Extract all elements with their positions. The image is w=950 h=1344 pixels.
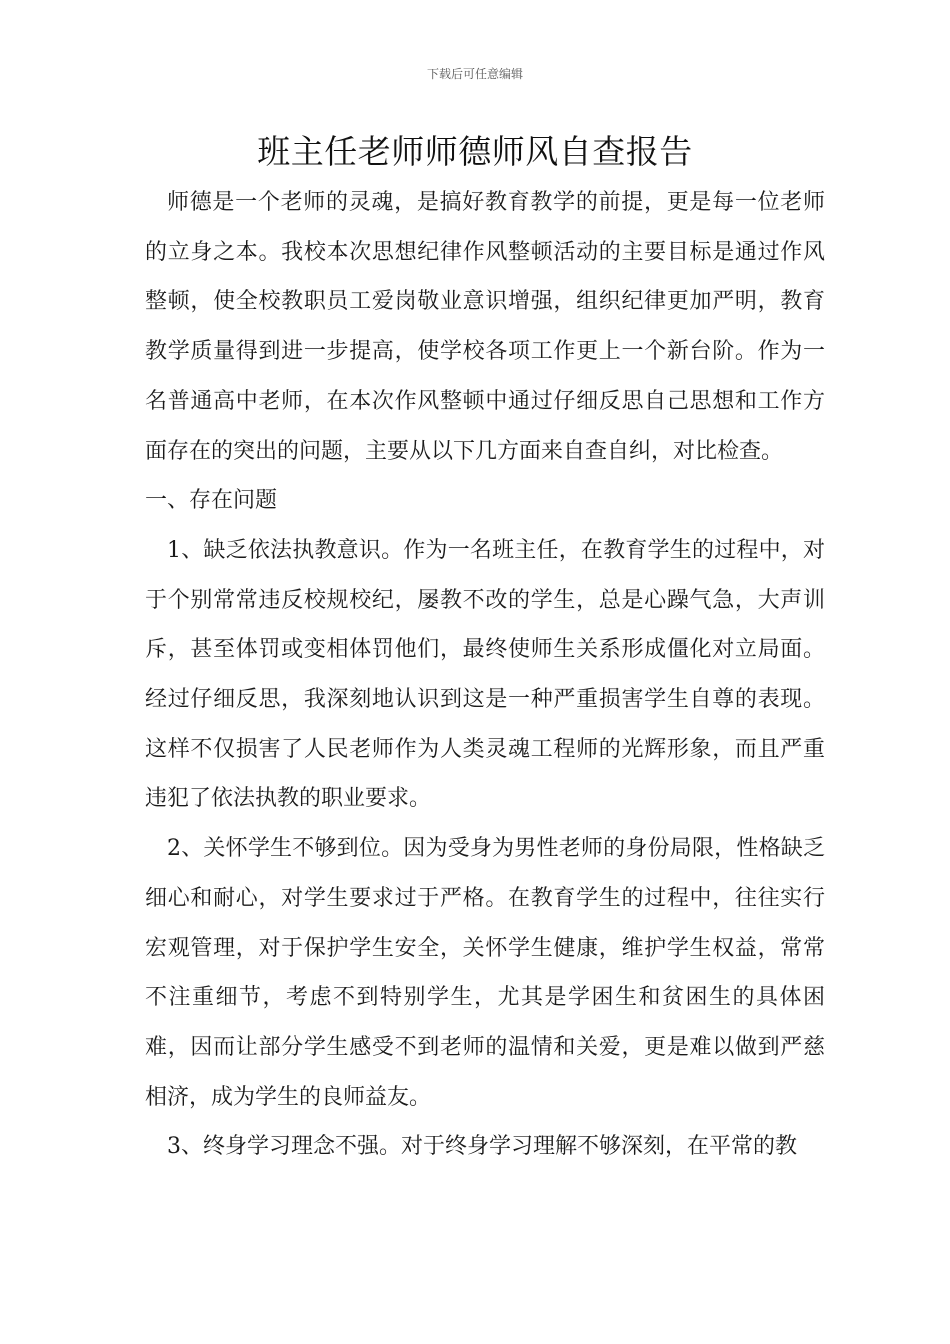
document-title: 班主任老师师德师风自查报告 bbox=[257, 132, 693, 171]
header-note: 下载后可任意编辑 bbox=[426, 67, 523, 81]
document-body bbox=[145, 178, 825, 1172]
intro-paragraph: 师德是一个老师的灵魂，是搞好教育教学的前提，更是每一位老师的立身之本。我校本次思想纪律作风整顿活动的主要目标是通过作风整顿，使全校教职员工爱岗敬业意识增强，组织纪律更加严明，教育教学质量得到进一步提高，使学校各项工作更上一个新台阶。作为一名普通高中老师，在本次作风整顿中通过仔细反思自己思想和工作方面存在的突出的问题，主要从以下几方面来自查自纠，对比检查。 bbox=[145, 190, 825, 464]
problem-item-3: 3、终身学习理念不强。对于终身学习理解不够深刻，在平常的教 bbox=[167, 1134, 797, 1160]
problem-item-2: 2、关怀学生不够到位。因为受身为男性老师的身份局限，性格缺乏细心和耐心，对学生要求过于严格。在教育学生的过程中，往往实行宏观管理，对于保护学生安全，关怀学生健康，维护学生权益，常常不注重细节，考虑不到特别学生，尤其是学困生和贫困生的具体困难，因而让部分学生感受不到老师的温情和关爱，更是难以做到严慈相济，成为学生的良师益友。 bbox=[145, 836, 825, 1110]
section-heading: 一、存在问题 bbox=[145, 488, 278, 514]
problem-item-1: 1、缺乏依法执教意识。作为一名班主任，在教育学生的过程中，对于个别常常违反校规校纪，屡教不改的学生，总是心躁气急，大声训斥，甚至体罚或变相体罚他们，最终使师生关系形成僵化对立局面。经过仔细反思，我深刻地认识到这是一种严重损害学生自尊的表现。这样不仅损害了人民老师作为人类灵魂工程师的光辉形象，而且严重违犯了依法执教的职业要求。 bbox=[145, 537, 825, 812]
